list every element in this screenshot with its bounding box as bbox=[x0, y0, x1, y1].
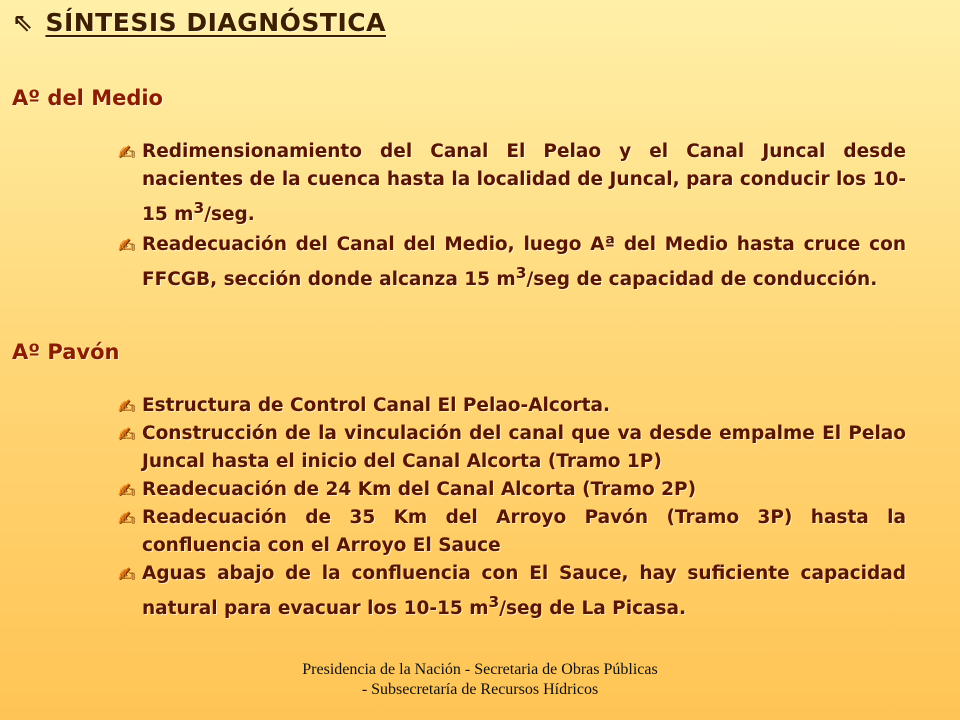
bullet-item bbox=[118, 138, 906, 229]
bullet-text: Construcción de la vinculación del canal que va desde empalme El Pelao Juncal hasta el inicio del Canal Alcorta (Tramo 1P) bbox=[142, 423, 906, 472]
section-heading-pavon: Aº Pavón bbox=[12, 340, 120, 364]
bullet-item bbox=[118, 476, 906, 504]
bullet-text: Estructura de Control Canal El Pelao-Alcorta. bbox=[142, 395, 611, 416]
bullet-item bbox=[118, 231, 906, 294]
bullet-text-suffix: /seg de La Picasa. bbox=[499, 598, 687, 620]
bullet-item bbox=[118, 560, 906, 623]
bullet-text: Readecuación de 24 Km del Canal Alcorta (Tramo 2P) bbox=[142, 479, 697, 500]
bullet-text-suffix: /seg. bbox=[204, 204, 255, 226]
writing-hand-icon: ✍ bbox=[118, 506, 135, 530]
writing-hand-icon: ✍ bbox=[118, 478, 135, 502]
slide-title-text: SÍNTESIS DIAGNÓSTICA bbox=[45, 8, 386, 37]
writing-hand-icon: ✍ bbox=[118, 422, 135, 446]
slide-title bbox=[12, 8, 386, 37]
writing-hand-icon: ✍ bbox=[118, 394, 135, 418]
bullet-text: Aguas abajo de la confluencia con El Sauce, hay suficiente capacidad natural para evacuar los 10-15 m bbox=[142, 563, 906, 620]
bullet-text: Readecuación de 35 Km del Arroyo Pavón (Tramo 3P) hasta la confluencia con el Arroyo El Sauce bbox=[142, 507, 906, 556]
bullet-item bbox=[118, 420, 906, 476]
bullet-list-medio bbox=[118, 138, 906, 294]
bullet-item bbox=[118, 504, 906, 560]
bullet-text: Readecuación del Canal del Medio, luego Aª del Medio hasta cruce con FFCGB, sección donde alcanza 15 m bbox=[142, 234, 906, 291]
footer-credit: Presidencia de la Nación - Secretaria de Obras Públicas - Subsecretaría de Recursos Hídricos bbox=[302, 661, 658, 698]
bullet-text-suffix: /seg de capacidad de conducción. bbox=[526, 269, 878, 291]
bullet-superscript: 3 bbox=[488, 593, 500, 611]
writing-hand-icon: ✍ bbox=[118, 233, 135, 258]
bullet-text: Redimensionamiento del Canal El Pelao y el Canal Juncal desde nacientes de la cuenca hasta la localidad de Juncal, para conducir los 10-15 m bbox=[142, 141, 906, 226]
writing-hand-icon: ✍ bbox=[118, 562, 135, 586]
bullet-item bbox=[118, 392, 906, 420]
bullet-list-pavon bbox=[118, 392, 906, 623]
arrow-up-left-icon: ⇖ bbox=[12, 8, 34, 37]
section-heading-medio: Aº del Medio bbox=[12, 86, 163, 110]
bullet-superscript: 3 bbox=[193, 199, 205, 217]
bullet-superscript: 3 bbox=[515, 264, 527, 283]
writing-hand-icon: ✍ bbox=[118, 140, 135, 164]
